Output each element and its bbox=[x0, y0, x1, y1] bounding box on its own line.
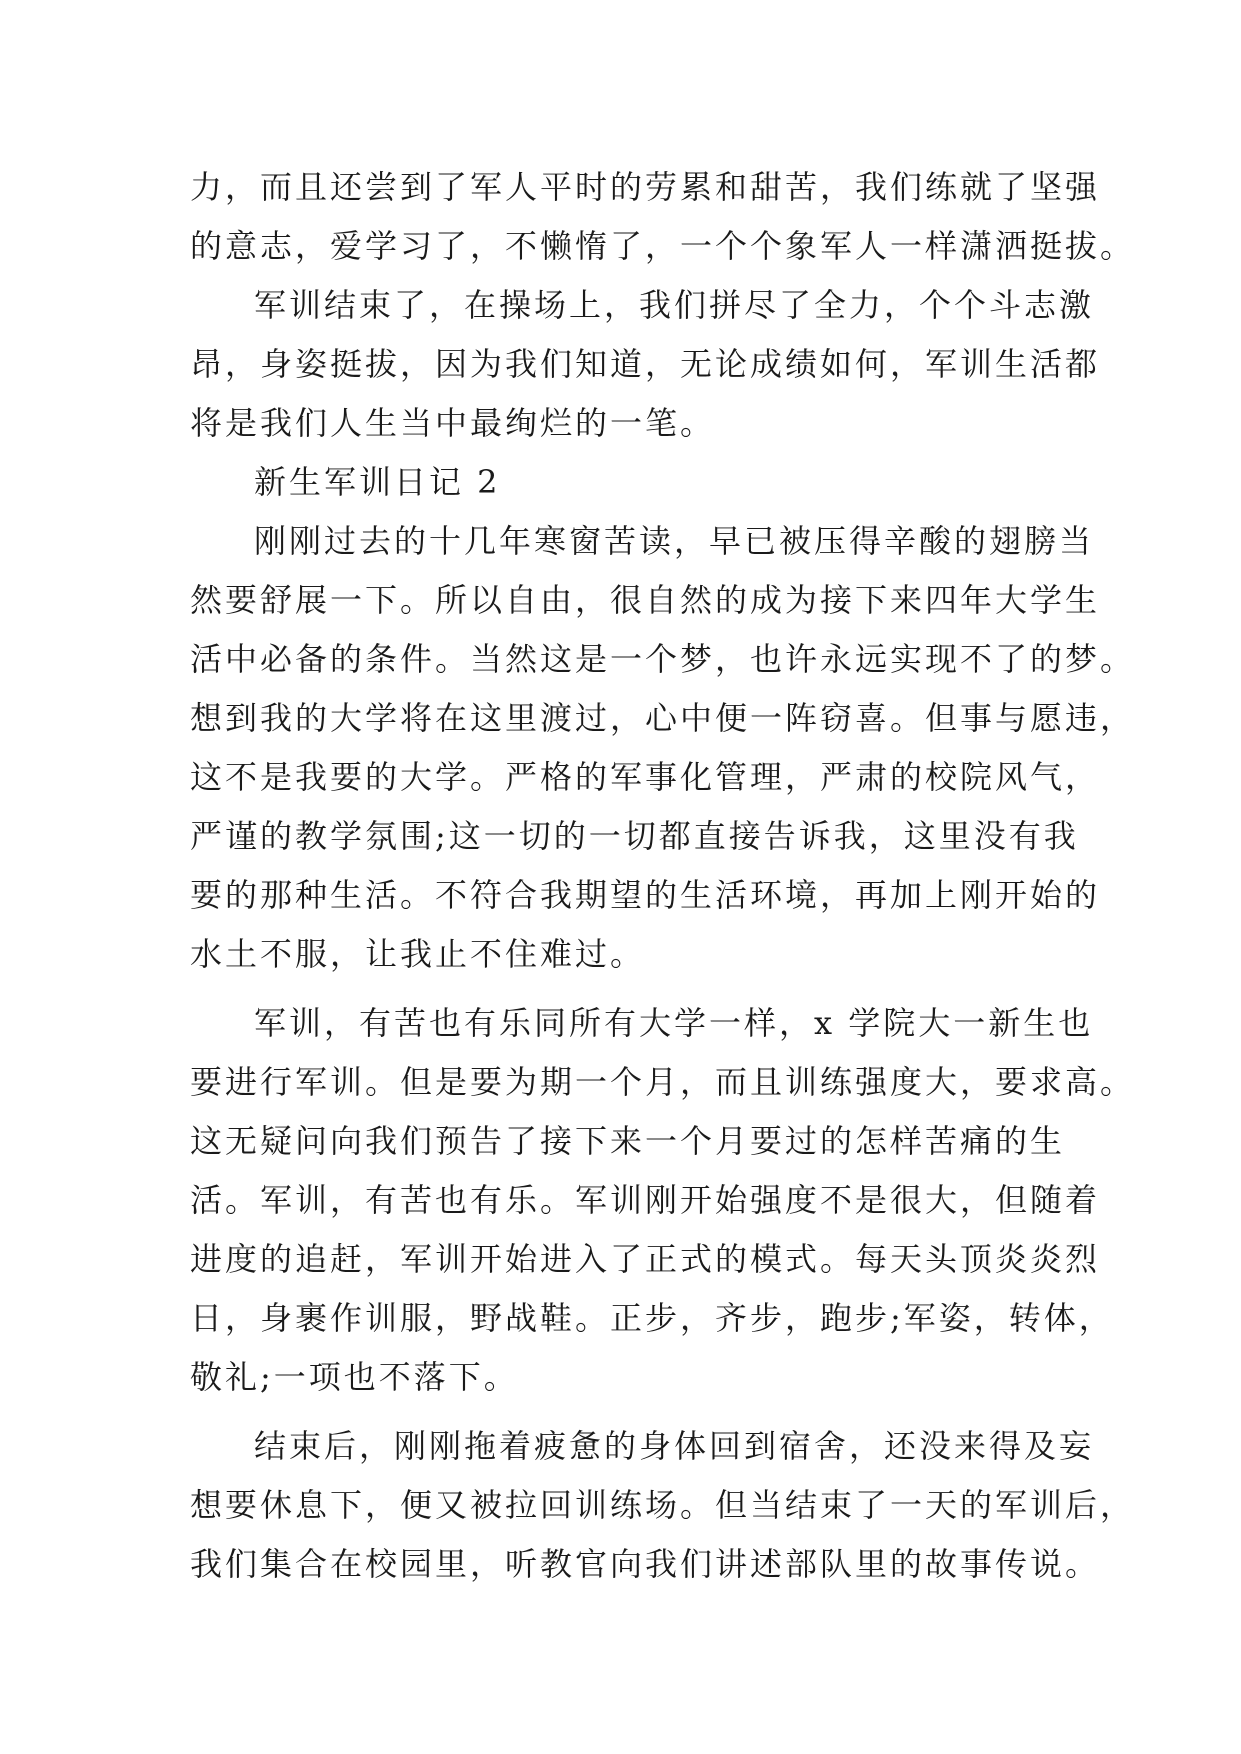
paragraph-line: 水土不服，让我止不住难过。 bbox=[190, 935, 646, 973]
paragraph-gap bbox=[190, 984, 1062, 994]
section-heading: 新生军训日记 2 bbox=[254, 463, 501, 501]
paragraph-line: 这无疑问向我们预告了接下来一个月要过的怎样苦痛的生 bbox=[190, 1122, 1066, 1160]
paragraph-gap bbox=[190, 1407, 1062, 1417]
paragraph-line: 这不是我要的大学。严格的军事化管理，严肃的校院风气， bbox=[190, 758, 1101, 796]
paragraph-line: 结束后，刚刚拖着疲惫的身体回到宿舍，还没来得及妄 bbox=[254, 1427, 1095, 1465]
paragraph-line: 敬礼;一项也不落下。 bbox=[190, 1358, 519, 1396]
paragraph-line: 然要舒展一下。所以自由，很自然的成为接下来四年大学生 bbox=[190, 581, 1101, 619]
paragraph-line: 想要休息下，便又被拉回训练场。但当结束了一天的军训后， bbox=[190, 1486, 1136, 1524]
paragraph-line: 我们集合在校园里，听教官向我们讲述部队里的故事传说。 bbox=[190, 1545, 1101, 1583]
document-body bbox=[190, 158, 1136, 1594]
paragraph-line: 要进行军训。但是要为期一个月，而且训练强度大，要求高。 bbox=[190, 1063, 1136, 1101]
paragraph-line: 力，而且还尝到了军人平时的劳累和甜苦，我们练就了坚强 bbox=[190, 168, 1101, 206]
paragraph-line: 昂，身姿挺拔，因为我们知道，无论成绩如何，军训生活都 bbox=[190, 345, 1101, 383]
paragraph-line: 进度的追赶，军训开始进入了正式的模式。每天头顶炎炎烈 bbox=[190, 1240, 1101, 1278]
paragraph-line: 严谨的教学氛围;这一切的一切都直接告诉我，这里没有我 bbox=[190, 817, 1079, 855]
paragraph-line: 将是我们人生当中最绚烂的一笔。 bbox=[190, 404, 716, 442]
paragraph-line: 活中必备的条件。当然这是一个梦，也许永远实现不了的梦。 bbox=[190, 640, 1136, 678]
paragraph-line: 的意志，爱学习了，不懒惰了，一个个象军人一样潇洒挺拔。 bbox=[190, 227, 1136, 265]
paragraph-line: 活。军训，有苦也有乐。军训刚开始强度不是很大，但随着 bbox=[190, 1181, 1101, 1219]
paragraph-line: 想到我的大学将在这里渡过，心中便一阵窃喜。但事与愿违， bbox=[190, 699, 1136, 737]
paragraph-line: 军训，有苦也有乐同所有大学一样，x 学院大一新生也 bbox=[254, 1004, 1094, 1042]
paragraph-line: 刚刚过去的十几年寒窗苦读，早已被压得辛酸的翅膀当 bbox=[254, 522, 1095, 560]
paragraph-line: 军训结束了，在操场上，我们拼尽了全力，个个斗志激 bbox=[254, 286, 1095, 324]
paragraph-line: 要的那种生活。不符合我期望的生活环境，再加上刚开始的 bbox=[190, 876, 1101, 914]
paragraph-line: 日，身裹作训服，野战鞋。正步，齐步，跑步;军姿，转体， bbox=[190, 1299, 1114, 1337]
